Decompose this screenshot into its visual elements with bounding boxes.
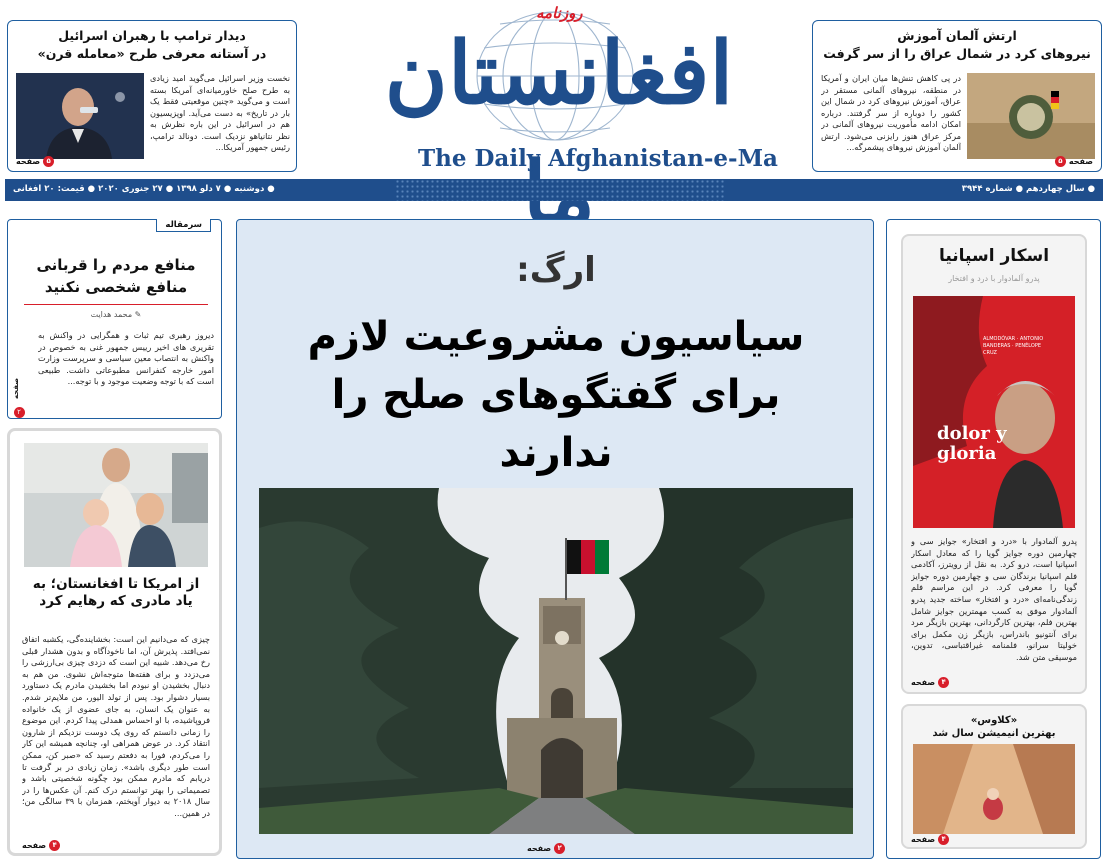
page-label: صفحه <box>911 835 936 844</box>
lead-kicker: ارگ: <box>516 250 596 290</box>
lead-box[interactable] <box>236 219 874 859</box>
oscar-box[interactable] <box>901 234 1087 694</box>
pen-icon: ✎ <box>132 310 142 319</box>
page-number-badge: ۵ <box>1055 156 1066 167</box>
page-label: صفحه <box>1068 157 1093 166</box>
oscar-body: پدرو آلمادوار با «درد و افتخار» جوایز سی و چهارمین دوره جوایز گویا را که معادل اسکار اسپانیا است، درو کرد. به نقل از رویترز، آکادمی فلم اسپانیا برندگان سی و چهارمین دوره جوایز گویا را معرفی کرد. در این مراسم فلم زندگی‌نامه‌ای «درد و افتخار» ساخته جدید پدرو آلمادوار موفق به کسب مهمترین جوایز شامل بهترین فلم، بهترین کارگردانی، بهترین بازیگر مرد برای آنتونیو باندراس، بازیگر زن مکمل برای خولیتا سرانو، فلمنامه غیراقتباسی، تدوین، موسیقی متن شد. <box>911 536 1077 662</box>
klaus-headline <box>903 714 1085 740</box>
teaser-right-headline: ارتش آلمان آموزش نیروهای کرد در شمال عراق را از سر گرفت <box>823 28 1091 61</box>
page-number-badge: ۲ <box>554 843 565 854</box>
editorial-divider <box>24 304 208 305</box>
teaser-left-body: نخست وزیر اسرائیل می‌گوید امید زیادی به طرح صلح خاورمیانه‌ای آمریکا بسته است و می‌گوید «چنین موقعیتی فقط یک بار در تاریخ» به دست می‌آید. اوپزیسیون هم در اسرائیل در این باره نظرش به نظر نتانیاهو نزدیک است. دونالد ترامپ، رئیس جمهور آمریکا... <box>150 73 290 152</box>
portrait-icon <box>16 73 144 159</box>
editorial-page[interactable] <box>12 378 26 418</box>
klaus-headline-line-2: بهترین انیمیشن سال شد <box>932 728 1056 739</box>
feature-page[interactable] <box>22 840 60 851</box>
movie-poster-icon <box>913 296 1075 528</box>
page-number-badge: ۴ <box>938 834 949 845</box>
page-label: صفحه <box>16 157 41 166</box>
lead-headline-line-2: برای گفتگوهای صلح را <box>331 372 781 418</box>
klaus-photo <box>913 744 1075 834</box>
feature-photo <box>24 443 208 567</box>
teaser-left-page[interactable] <box>16 156 54 167</box>
teaser-left-headline: دیدار ترامپ با رهبران اسرائیل در آستانه معرفی طرح «معامله قرن» <box>37 28 267 61</box>
page-number-badge: ۴ <box>49 840 60 851</box>
poster-credits: ALMODÓVAR · ANTONIO BANDERAS · PENÉLOPE CRUZ <box>983 336 1044 356</box>
klaus-headline-line-1: «کلاوس» <box>970 715 1018 726</box>
page-label: صفحه <box>527 844 552 853</box>
poster-title: dolor y gloria <box>937 423 1007 464</box>
issue-number: ● سال چهاردهم ● شماره ۳۹۴۴ <box>961 184 1095 194</box>
klaus-page[interactable] <box>911 834 949 845</box>
editorial-headline: منافع مردم را قربانی منافع شخصی نکنید <box>36 256 196 296</box>
strip-pattern <box>395 179 725 201</box>
lead-page[interactable] <box>527 843 565 854</box>
editorial-author <box>24 310 208 319</box>
issue-date: ● دوشنبه ● ۷ دلو ۱۳۹۸ ● ۲۷ جنوری ۲۰۲۰ ● قیمت: ۲۰ افغانی <box>13 184 275 194</box>
teaser-right-page[interactable] <box>1055 156 1093 167</box>
editorial-tag: سرمقاله <box>156 219 211 232</box>
masthead-title-en: The Daily Afghanistan-e-Ma <box>418 145 778 172</box>
page-number-badge: ۵ <box>43 156 54 167</box>
oscar-poster <box>913 296 1075 528</box>
lead-photo <box>259 488 853 834</box>
teaser-right-photo <box>967 73 1095 159</box>
page-number-badge: ۴ <box>938 677 949 688</box>
oscar-page[interactable] <box>911 677 949 688</box>
arg-palace-photo-icon <box>259 488 853 834</box>
page-label: صفحه <box>911 678 936 687</box>
masthead-small-label: روزنامه <box>536 4 583 22</box>
page-label: صفحه <box>22 841 47 850</box>
animation-still-icon <box>913 744 1075 834</box>
right-column <box>886 219 1101 859</box>
lead-headline <box>237 308 875 482</box>
family-photo-icon <box>24 443 208 567</box>
masthead <box>320 0 788 176</box>
teaser-left-photo <box>16 73 144 159</box>
lead-headline-line-1: سیاسیون مشروعیت لازم <box>307 314 805 360</box>
editorial-body: دیروز رهبری تیم ثبات و همگرایی در واکنش به تقریری های اخیر رییس جمهور غنی به خصوص در واکنش به انتصاب معین سیاسی و سرپرست وزارت امور خارجه کنفرانس مطبوعاتی داشت. طبیعی است که با توجه وضعیت موجود و با توجه... <box>38 330 214 387</box>
masthead-title-fa: افغانستان <box>384 23 734 124</box>
teaser-right[interactable] <box>812 20 1102 172</box>
lead-headline-line-3: ندارند <box>499 430 613 476</box>
date-strip <box>5 179 1103 201</box>
editorial-author-name: محمد هدایت <box>90 310 133 319</box>
editorial-box[interactable] <box>7 219 222 419</box>
oscar-subheadline: پدرو آلمادوار با درد و افتخار <box>948 274 1040 283</box>
soldier-patch-icon <box>967 73 1095 159</box>
feature-headline: از امریکا تا افغانستان؛ به یاد مادری که رهایم کرد <box>32 576 200 609</box>
oscar-headline: اسکار اسپانیا <box>938 246 1050 266</box>
teaser-right-body: در پی کاهش تنش‌ها میان ایران و آمریکا در منطقه، نیروهای آلمانی مستقر در عراق، آموزش نیروهای کرد در شمال این کشور را دوباره از سر گرفتند. درباره امکان ادامه مأموریت نیروهای آلمانی در مرکز عراق هنوز رایزنی می‌شود. ارتش آلمان آموزش نیروهای پیشمرگه... <box>821 73 961 152</box>
page-number-badge: ۲ <box>14 407 25 418</box>
page-label: صفحه <box>12 378 20 400</box>
feature-body: چیزی که می‌دانیم این است: بخشاینده‌گی، یکشبه اتفاق نمی‌افتد. پذیرش آن، اما ناخودآگاه و بدون هشدار قبلی رخ می‌دهد. شبیه این است که دزدی چیزی بی‌ارزشی را می‌دزدد و برای هفته‌ها متوجه‌اش نشوی. من هم به دنبال بخشیدن او نبودم اما بخشیدن مادرم یک دستاورد بسیار دشوار بود. پس از تولد الیور، من ملایم‌تر شدم. به عنوان یک انسان، به جای عضوی از یک خانواده فروپاشیده، با او احساس همدلی پیدا کردم. این موضوع را زمانی دانستم که روی یک دوست نزدیکم از شارون انتقاد کرد. در عوض همراهی او، چنانچه همیشه این کار را می‌کردم، فورا به دفعتم رسید که «صبر کن، ممکن است طور دیگری باشد». زمان زیادی در بر گرفت تا دریابم که مادرم ممکن بود چگونه شخصیتی باشد و تصمیماتی را بهتر توانستم درک کنم. آن عکس‌ها را در سال ۲۰۱۸ به دیوار آویختم، همزمان با ۳۹ سالگی من؛ در همین... <box>22 634 210 818</box>
klaus-box[interactable] <box>901 704 1087 849</box>
feature-box[interactable] <box>7 428 222 856</box>
teaser-left[interactable] <box>7 20 297 172</box>
